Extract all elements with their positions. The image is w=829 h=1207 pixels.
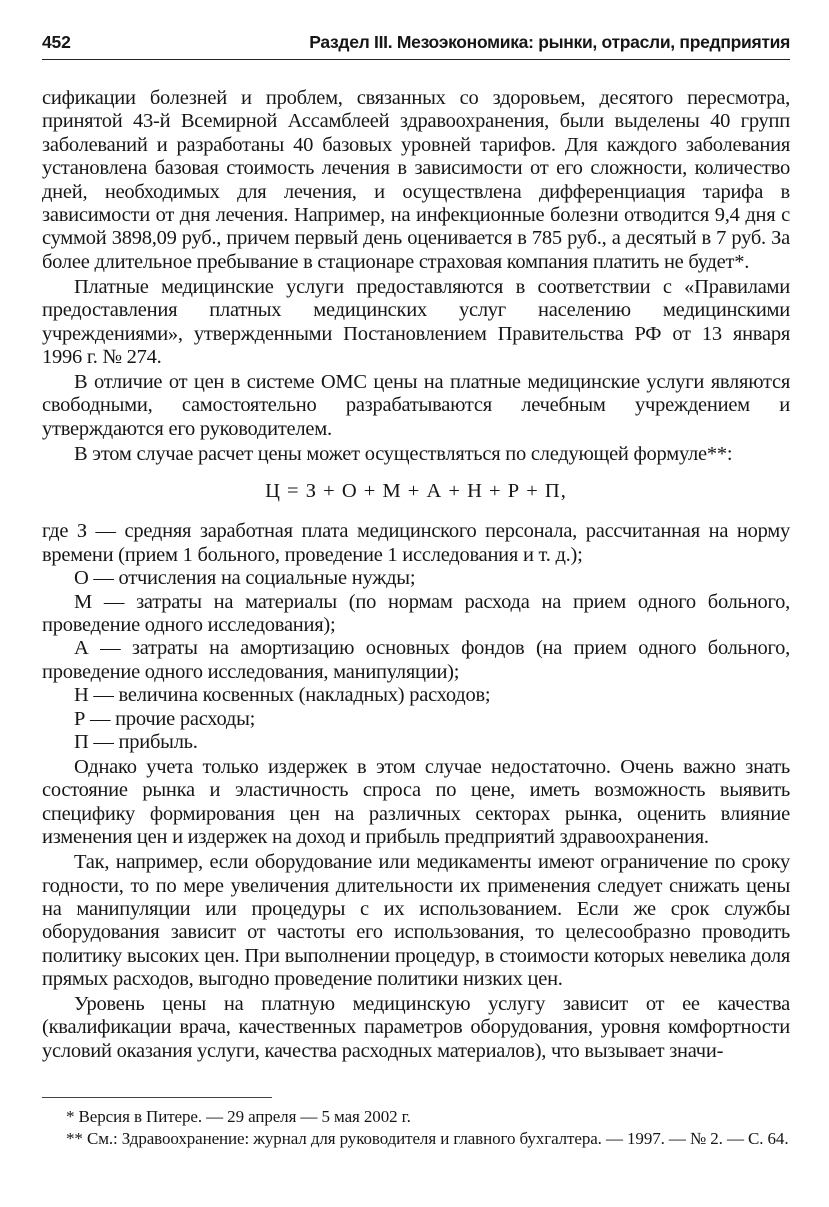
paragraph: сификации болезней и проблем, связанных со здоровьем, десятого пересмотра, принятой 43-й Всемирной Ассамблеей здравоохранения, были выделены 40 групп заболеваний и разработаны 40 базовых уровней тарифов. Для каждого заболевания установлена базовая стоимость лечения в зависимости от его сложности, количество дней, необходимых для лечения, и осуществлена дифференциация тарифа в зависимости от дня лечения. Например, на инфекционные болезни отводится 9,4 дня с суммой 3898,09 руб., причем первый день оценивается в 785 руб., а десятый в 7 руб. За более длительное пребывание в стационаре страховая компания платить не будет*. [42, 87, 790, 273]
paragraph: В отличие от цен в системе ОМС цены на платные медицинские услуги являются свободными, самостоятельно разрабатываются лечебным учреждением и утверждаются его руководителем. [42, 370, 790, 440]
definition-item: А — затраты на амортизацию основных фондов (на прием одного больного, проведение одного исследования, манипуляции); [42, 637, 790, 683]
footnote-rule [42, 1097, 272, 1098]
page-header [42, 30, 790, 60]
price-formula: Ц = З + О + М + А + Н + Р + П, [265, 480, 567, 502]
definition-item: Р — прочие расходы; [74, 707, 256, 730]
definition-item: П — прибыль. [74, 731, 198, 754]
body-text [42, 87, 790, 1063]
definition-item: где З — средняя заработная плата медицинского персонала, рассчитанная на норму времени (прием 1 больного, проведение 1 исследования и т. д.); [42, 520, 790, 566]
footnotes [42, 1106, 790, 1150]
running-head: Раздел III. Мезоэкономика: рынки, отрасли, предприятия [309, 32, 790, 52]
definition-item: Н — величина косвенных (накладных) расходов; [74, 684, 491, 707]
paragraph: Платные медицинские услуги предоставляются в соответствии с «Правилами предоставления платных медицинских услуг населению медицинскими учреждениями», утвержденными Постановлением Правительства РФ от 13 января 1996 г. № 274. [42, 275, 790, 368]
footnote: * Версия в Питере. — 29 апреля — 5 мая 2002 г. [66, 1107, 411, 1126]
paragraph: В этом случае расчет цены может осуществляться по следующей формуле**: [74, 442, 733, 465]
header-rule [42, 59, 790, 60]
paragraph: Однако учета только издержек в этом случае недостаточно. Очень важно знать состояние рынка и эластичность спроса по цене, иметь возможность выявить специфику формирования цен на различных секторах рынка, оценить влияние изменения цен и издержек на доход и прибыль предприятий здравоохранения. [42, 755, 790, 849]
paragraph: Так, например, если оборудование или медикаменты имеют ограничение по сроку годности, то по мере увеличения длительности их применения следует снижать цены на манипуляции или процедуры с их использованием. Если же срок службы оборудования зависит от частоты его использования, то целесообразно проводить политику высоких цен. При выполнении процедур, в стоимости которых невелика доля прямых расходов, выгодно проведение политики низких цен. [42, 851, 790, 991]
page-number: 452 [42, 32, 71, 52]
paragraph: Уровень цены на платную медицинскую услугу зависит от ее качества (квалификации врача, качественных параметров оборудования, уровня комфортности условий оказания услуги, качества расходных материалов), что вызывает значи- [42, 993, 790, 1062]
definition-item: О — отчисления на социальные нужды; [74, 567, 416, 590]
definition-item: М — затраты на материалы (по нормам расхода на прием одного больного, проведение одного исследования); [42, 590, 790, 637]
footnote: ** См.: Здравоохранение: журнал для руководителя и главного бухгалтера. — 1997. — № 2. — С. 64. [66, 1129, 789, 1148]
